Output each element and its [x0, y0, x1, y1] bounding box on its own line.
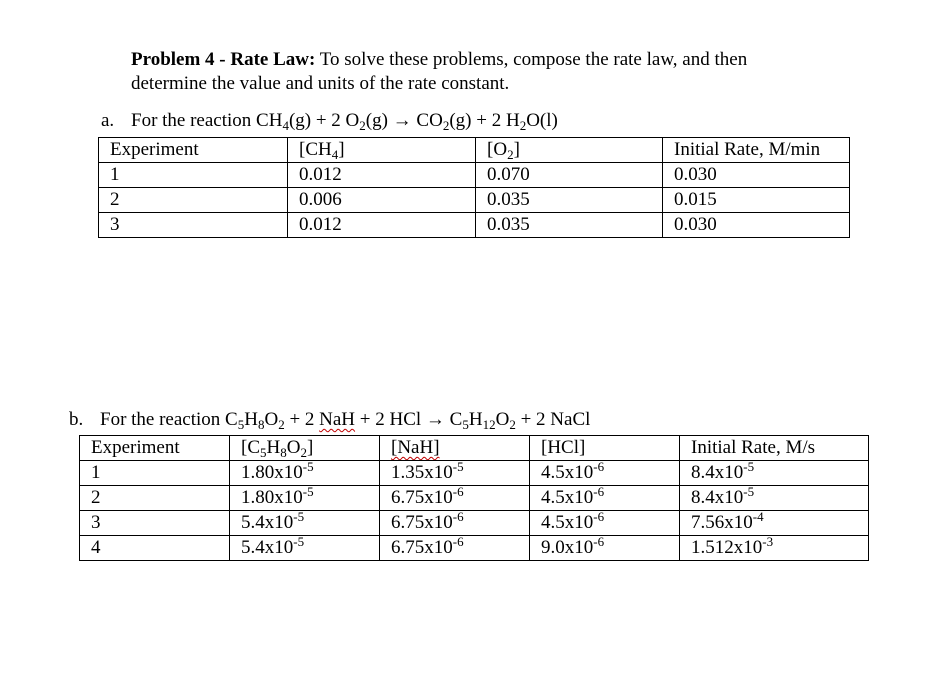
cell-rate: 0.015: [663, 188, 850, 213]
header-experiment: Experiment: [80, 436, 230, 461]
table-row: [99, 163, 850, 188]
part-b-marker: b.: [69, 409, 84, 430]
part-b-reaction: [69, 409, 590, 431]
cell-o2: 0.035: [476, 213, 663, 238]
header-experiment: Experiment: [99, 138, 288, 163]
header-initial-rate: Initial Rate, M/s: [680, 436, 869, 461]
cell-o2: 0.070: [476, 163, 663, 188]
header-initial-rate: Initial Rate, M/min: [663, 138, 850, 163]
part-a-marker: a.: [101, 110, 115, 131]
cell-ch4: 0.012: [288, 213, 476, 238]
cell-rate: 0.030: [663, 163, 850, 188]
cell-hcl: $4.5x10^{-6}$: [530, 486, 680, 511]
cell-experiment: 3: [99, 213, 288, 238]
problem-text-line-1: To solve these problems, compose the rate law, and then: [315, 49, 748, 70]
table-header-row: [99, 138, 850, 163]
part-a-table: [98, 137, 850, 238]
table-row: [80, 461, 869, 486]
problem-title: Problem 4 - Rate Law:: [131, 49, 316, 70]
cell-experiment: 3: [80, 511, 230, 536]
cell-ch4: 0.006: [288, 188, 476, 213]
part-a-reaction: [101, 110, 558, 132]
cell-experiment: 2: [99, 188, 288, 213]
cell-rate: $8.4x10^{-5}$: [680, 461, 869, 486]
problem-statement: [131, 48, 747, 96]
table-row: [80, 486, 869, 511]
header-nah: [NaH]: [380, 436, 530, 461]
header-hcl: [HCl]: [530, 436, 680, 461]
part-b-table: [79, 435, 869, 561]
cell-c5h8o2: $5.4x10^{-5}$: [230, 511, 380, 536]
table-header-row: [80, 436, 869, 461]
table-row: [80, 536, 869, 561]
cell-ch4: 0.012: [288, 163, 476, 188]
header-c5h8o2: $[C_5H_8O_2]$: [230, 436, 380, 461]
cell-rate: $8.4x10^{-5}$: [680, 486, 869, 511]
cell-rate: $7.56x10^{-4}$: [680, 511, 869, 536]
cell-nah: $6.75x10^{-6}$: [380, 511, 530, 536]
cell-experiment: 4: [80, 536, 230, 561]
cell-hcl: $4.5x10^{-6}$: [530, 511, 680, 536]
nah-spellcheck-underline: NaH: [319, 409, 356, 430]
cell-nah: $6.75x10^{-6}$: [380, 486, 530, 511]
part-a-reaction-text: For the reaction $CH_4(g) + 2$ $O_2(g) \to CO_2(g) + 2$ $H_2O(l)$: [131, 110, 558, 133]
problem-text-line-2: determine the value and units of the rate constant.: [131, 73, 510, 94]
table-row: [99, 188, 850, 213]
cell-o2: 0.035: [476, 188, 663, 213]
cell-rate: $1.512x10^{-3}$: [680, 536, 869, 561]
part-b-reaction-text: For the reaction $C_5H_8O_2 + 2$ NaH + 2 HCl → $C_5H_{12}O_2 + 2$ NaCl: [100, 409, 591, 432]
cell-hcl: $9.0x10^{-6}$: [530, 536, 680, 561]
cell-experiment: 1: [80, 461, 230, 486]
cell-c5h8o2: $5.4x10^{-5}$: [230, 536, 380, 561]
cell-c5h8o2: $1.80x10^{-5}$: [230, 461, 380, 486]
table-row: [80, 511, 869, 536]
table-row: [99, 213, 850, 238]
header-o2: $[O_2]$: [476, 138, 663, 163]
cell-experiment: 2: [80, 486, 230, 511]
cell-rate: 0.030: [663, 213, 850, 238]
cell-c5h8o2: $1.80x10^{-5}$: [230, 486, 380, 511]
cell-nah: $1.35x10^{-5}$: [380, 461, 530, 486]
problem-line-1: [131, 48, 747, 72]
cell-hcl: $4.5x10^{-6}$: [530, 461, 680, 486]
header-ch4: $[CH_4]$: [288, 138, 476, 163]
cell-nah: $6.75x10^{-6}$: [380, 536, 530, 561]
cell-experiment: 1: [99, 163, 288, 188]
